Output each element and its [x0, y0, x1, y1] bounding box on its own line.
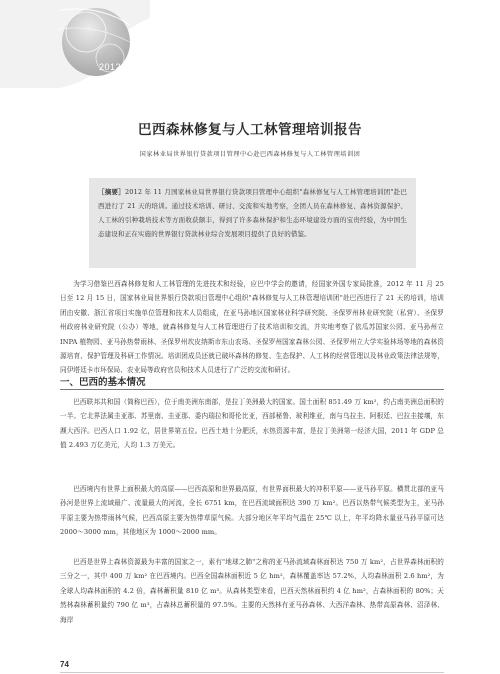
- abstract-text: 2012 年 11 月国家林业局世界银行贷款项目管理中心组织"森林修复与人工林管理培训团"赴巴西进行了 21 天的培训。通过技术培训、研讨、交流和实地考察，全团人员在森林修复、森林资源保护、人工林的引种栽培技术等方面收获颇丰，得到了许多森林保护和生态环境建设方面的宝贵经验，为中国生态建设和正在实施的世界银行贷款林业综合发展项目提供了良好的借鉴。: [98, 188, 407, 238]
- section-heading: 一、巴西的基本情况: [60, 377, 146, 388]
- abstract-label: ［摘要］: [98, 188, 125, 196]
- year-logo-graphic: [0, 0, 150, 90]
- footer-divider: [60, 672, 444, 673]
- year-mark: 2012年: [99, 62, 131, 72]
- body-paragraph-2: 巴西境内有世界上面积最大的高原——巴西高原和世界最高原，有世界面积最大的冲积平原——亚马孙平原。横贯北部的亚马孙河是世界上流域最广、流量最大的河流，全长 6751 km，在巴西流域面积达 390 万 km²。巴西以热带气候类型为主，亚马孙平原主要为热带雨林气候，巴西高原主要为热带草原气候。大部分地区年平均气温在 25℃ 以上，年平均降水量亚马孙平原可达 2000～3000 mm，其他地区为 1000～2000 mm。: [60, 485, 444, 537]
- body-paragraph-3: 巴西是世界上森林资源最为丰富的国家之一，素有"地球之肺"之称的亚马孙流域森林面积达 750 万 km²，占世界森林面积的三分之一，其中 400 万 km² 在巴西境内。巴西全国森林面积近 5 亿 hm²，森林覆盖率达 57.2%，人均森林面积 2.6 hm²，为全球人均森林面积的 4.2 倍，森林蓄积量 810 亿 m³。从森林类型来看，巴西天然林面积约 4 亿 hm²，占森林面积的 80%；天然林森林蓄积量约 790 亿 m³，占森林总蓄积量的 97.5%。主要的天然林有亚马孙森林、大西洋森林、热带高原森林、沼泽林、海岸: [60, 558, 444, 624]
- body-paragraph-1: 巴西联邦共和国（简称巴西），位于南美洲东南部，是拉丁美洲最大的国家。国土面积 851.49 万 km²，约占南美洲总面积的一半。它北界法属圭亚那、苏里南、圭亚那、委内瑞拉和哥伦比亚，西部秘鲁、玻利维亚，南与乌拉圭、阿根廷、巴拉圭接壤，东濒大西洋。巴西人口 1.92 亿，居世界第五位。巴西土地十分肥沃，水热资源丰富，是拉丁美洲第一经济大国，2011 年 GDP 总值 2.493 万亿美元，人均 1.3 万美元。: [60, 398, 444, 450]
- article-title: 巴西森林修复与人工林管理培训报告: [138, 122, 362, 138]
- abstract-box: [89, 178, 416, 268]
- section-divider: [60, 389, 444, 390]
- page-number: 74: [60, 660, 69, 669]
- intro-paragraph: 为学习借鉴巴西森林修复和人工林管理的先进技术和经验，应巴中学会的邀请，经国家外国专家局批准，2012 年 11 月 25 日至 12 月 15 日，国家林业局世界银行贷款项目管理中心组织"森林修复与人工林管理培训团"赴巴西进行了 21 天的培训，培训团由安徽、浙江省项目实施单位管理和技术人员组成，在亚马孙地区国家林业科学研究院、圣保罗州林业研究院（私营）、圣保罗州政府林业研究院（公办）等地，就森林修复与人工林管理进行了技术培训和交流，并实地考察了依瓜苏国家公园、亚马孙州立 INPA 植物园、亚马孙热带雨林、圣保罗州坎皮纳斯市东山农场、圣保罗州国家森林公园、圣保罗州立大学实验林场等地的森林资源培育、保护管理及科研工作情况。培训团成员还就已破坏森林的修复、生态保护、人工林的经营管理以及林业政策法律法规等，同伊塔廷卡市环保局、农业局等政府官员和技术人员进行了广泛的交流和研讨。: [60, 280, 444, 375]
- article-byline: 国家林业局世界银行贷款项目管理中心赴巴西森林修复与人工林管理培训团: [139, 151, 361, 158]
- abstract: [98, 185, 407, 241]
